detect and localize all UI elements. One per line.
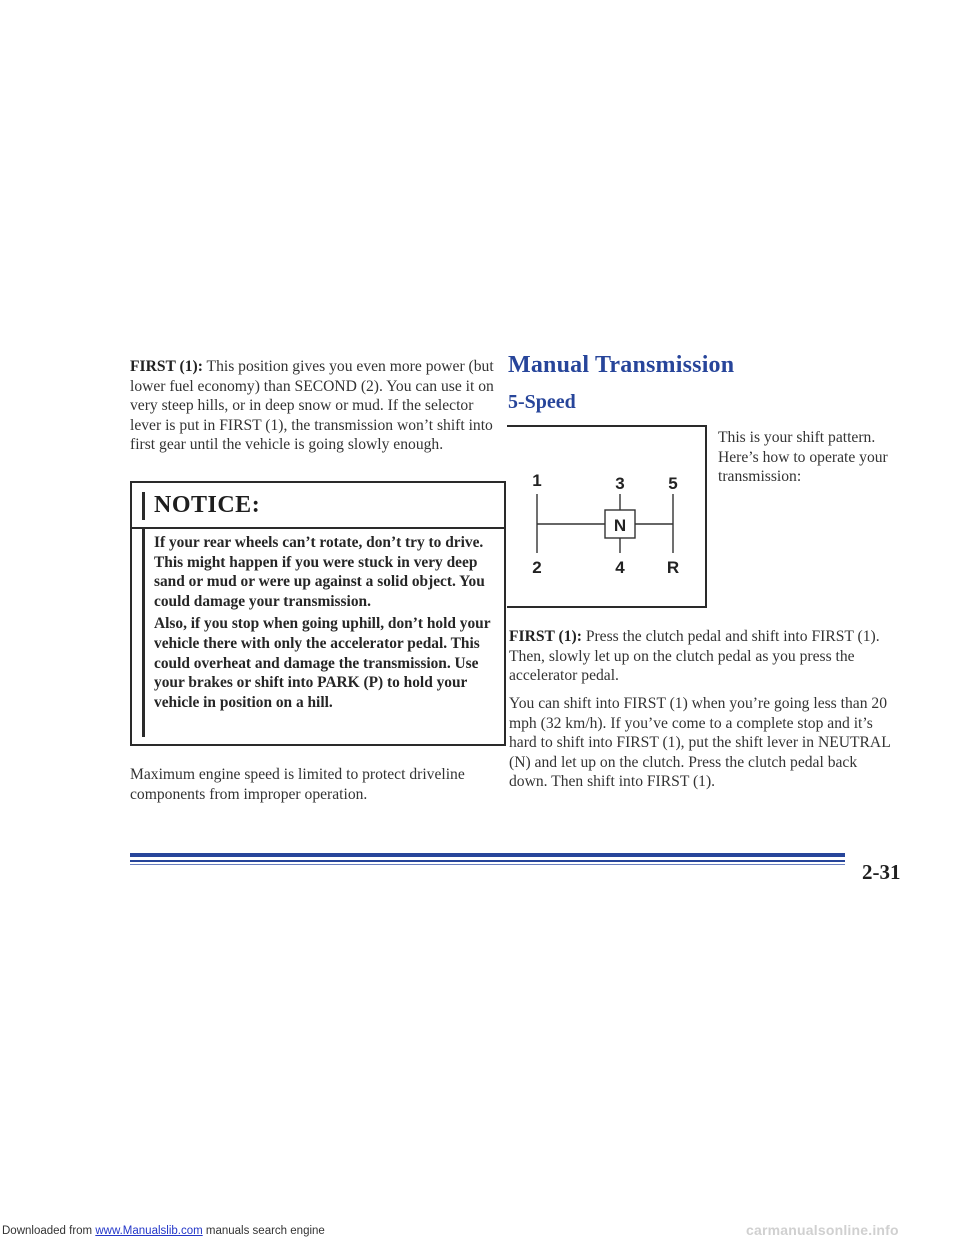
manualslib-link[interactable]: www.Manualslib.com: [95, 1225, 203, 1237]
section-subtitle: 5-Speed: [508, 391, 576, 413]
notice-divider: [132, 527, 504, 529]
shift-pattern-intro: This is your shift pattern. Here’s how to operate your transmission:: [718, 429, 888, 486]
first-gear-text: This position gives you even more power (but lower fuel economy) than SECOND (2). You can use it on very steep hills, or in deep snow or mud. If the selector lever is put in FIRST (1), the transmission won’t shift into first gear until the vehicle is going slowly enough.: [130, 358, 494, 454]
page-number: 2-31: [862, 860, 901, 884]
download-suffix: manuals search engine: [202, 1225, 325, 1237]
gear-label-3: 3: [615, 474, 625, 493]
gear-label-5: 5: [668, 474, 678, 493]
notice-paragraph: Also, if you stop when going uphill, don’t hold your vehicle there with only the accelerator pedal. This could overheat and damage the transmission. Use your brakes or shift into PARK (P) to hold your vehicle in position on a hill.: [154, 615, 491, 711]
max-engine-speed-paragraph: Maximum engine speed is limited to protect driveline components from improper operation.: [130, 766, 465, 803]
shift-pattern-graphic: [507, 427, 707, 610]
gear-label-r: R: [666, 558, 680, 577]
notice-sidebar-bar: [142, 527, 145, 737]
notice-body: [154, 533, 499, 712]
shift-pattern-diagram: [507, 425, 707, 608]
download-prefix: Downloaded from: [2, 1225, 96, 1237]
shift-into-first-paragraph: You can shift into FIRST (1) when you’re going less than 20 mph (32 km/h). If you’ve come to a complete stop and it’s hard to shift into FIRST (1), put the shift lever in NEUTRAL (N) and let up on the clutch. Press the clutch pedal back down. Then shift into FIRST (1).: [509, 695, 891, 791]
first-gear-label: FIRST (1):: [509, 628, 582, 645]
gear-label-4: 4: [615, 558, 625, 577]
gear-label-2: 2: [532, 558, 542, 577]
section-title: Manual Transmission: [508, 352, 735, 378]
first-gear-instructions: [509, 627, 899, 686]
notice-paragraph: If your rear wheels can’t rotate, don’t try to drive. This might happen if you were stuck in very deep sand or mud or were up against a solid object. You could damage your transmission.: [154, 534, 485, 610]
gear-label-neutral: N: [613, 516, 627, 535]
first-gear-instructions-text: Press the clutch pedal and shift into FIRST (1). Then, slowly let up on the clutch pedal as you press the accelerator pedal.: [509, 628, 880, 685]
notice-header: [132, 483, 504, 528]
gear-label-1: 1: [532, 471, 542, 490]
watermark: carmanualsonline.info: [746, 1222, 899, 1238]
notice-header-bar: [142, 492, 145, 520]
first-gear-label: FIRST (1):: [130, 358, 203, 375]
download-credit: [2, 1225, 325, 1237]
notice-box: [130, 481, 506, 746]
first-gear-paragraph: [130, 357, 495, 455]
notice-title: NOTICE:: [154, 492, 261, 518]
